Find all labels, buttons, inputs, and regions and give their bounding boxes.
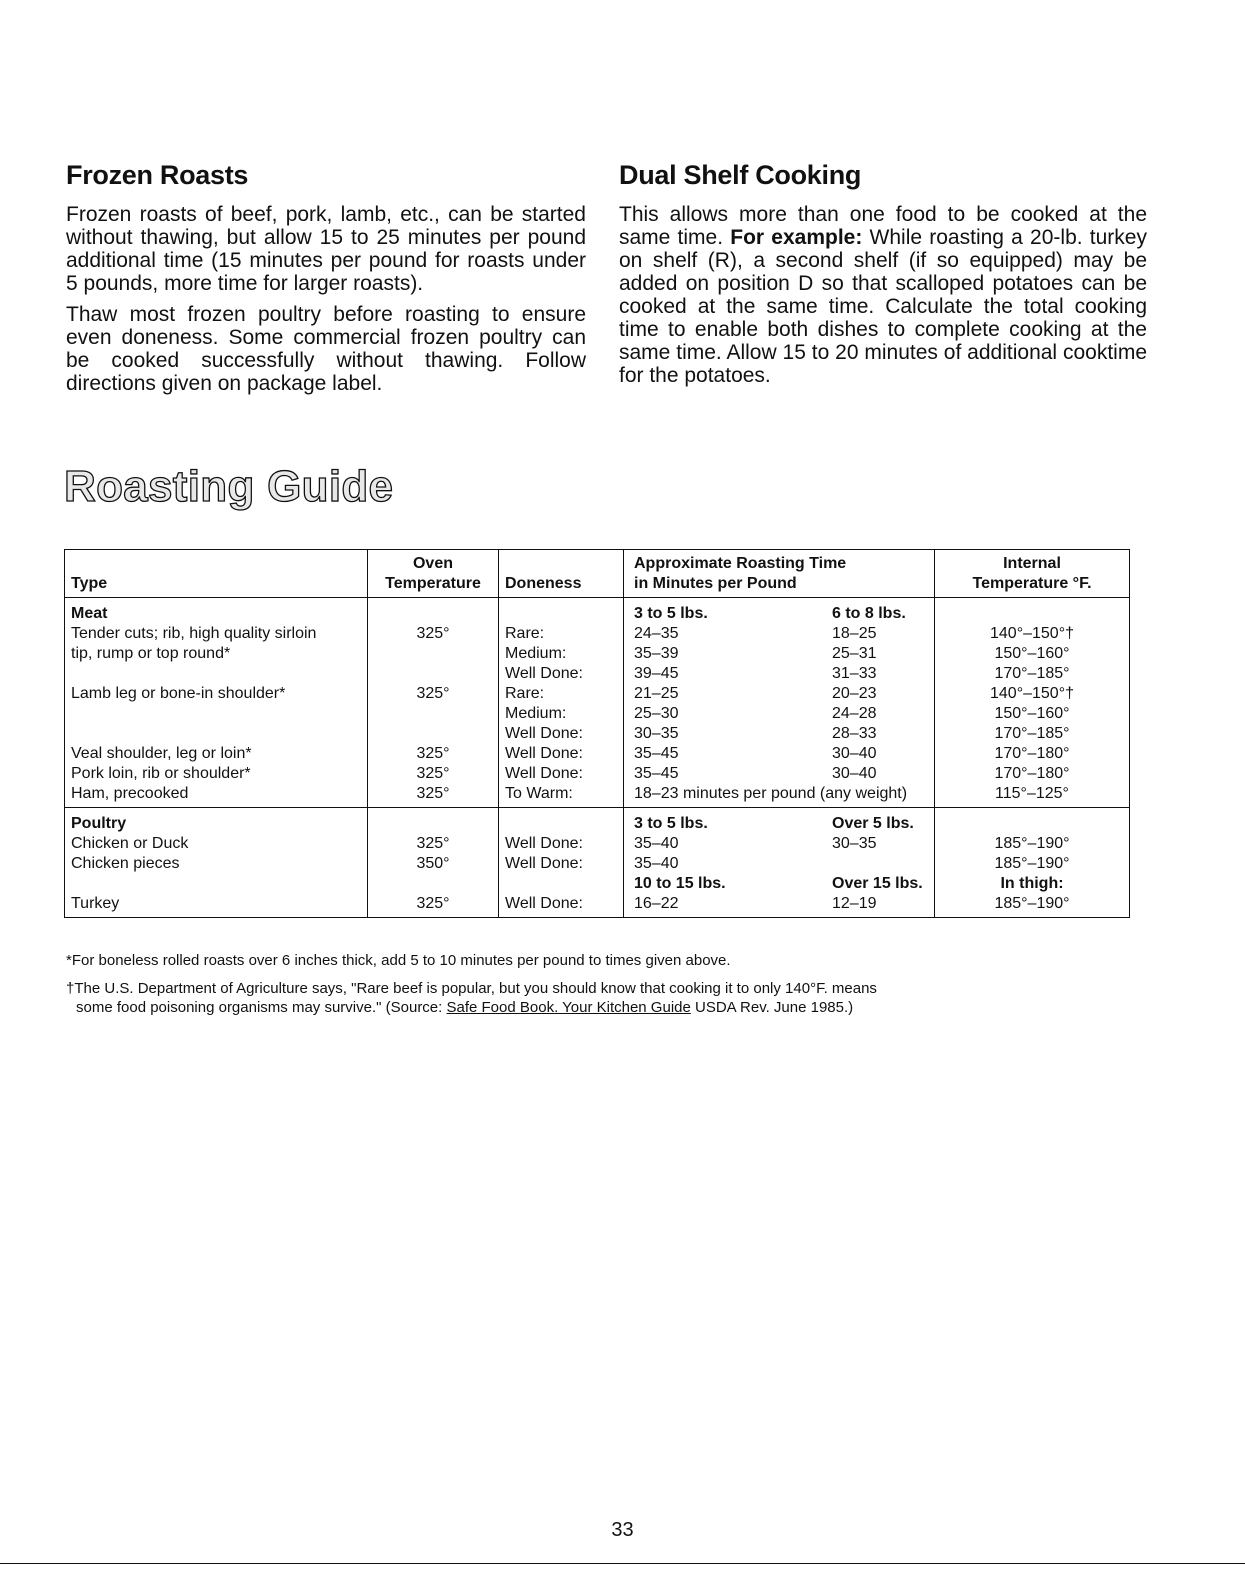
internal-temp-cell: 140°–150°† (935, 684, 1130, 704)
frozen-roasts-heading: Frozen Roasts (66, 160, 249, 190)
doneness-cell: Well Done: (499, 744, 624, 764)
table-row (65, 874, 1130, 894)
doneness-cell: Medium: (499, 704, 624, 724)
poultry-title: Poultry (65, 808, 368, 835)
meat-weight-headings: 3 to 5 lbs. 6 to 8 lbs. (624, 598, 935, 625)
doneness-cell: Medium: (499, 644, 624, 664)
type-cell: Turkey (65, 894, 368, 918)
oven-temp-cell (368, 724, 499, 744)
table-row (65, 598, 1130, 625)
table-row (65, 744, 1130, 764)
footnotes (66, 951, 1136, 1026)
oven-temp-cell: 325° (368, 784, 499, 808)
header-roasting-time: Approximate Roasting Time in Minutes per Pound (624, 550, 935, 598)
roasting-guide-title: Roasting Guide (64, 462, 394, 511)
footnote-usda: †The U.S. Department of Agriculture says, "Rare beef is popular, but you should know that cooking it to only 140°F. means some food poisoning organisms may survive." (Source: Safe Food Book. Your Kitchen Guide USDA Rev. June 1985.) (66, 980, 877, 1016)
internal-temp-cell: 115°–125° (935, 784, 1130, 808)
dual-shelf-example-label: For example: (730, 226, 863, 249)
table-row (65, 764, 1130, 784)
oven-temp-cell (368, 874, 499, 894)
roasting-time-cell: 30–35 28–33 (624, 724, 935, 744)
table-row (65, 894, 1130, 918)
oven-temp-cell (368, 664, 499, 684)
oven-temp-cell: 325° (368, 834, 499, 854)
poultry-section (65, 808, 1130, 918)
roasting-time-cell: 25–30 24–28 (624, 704, 935, 724)
internal-temp-cell: 170°–180° (935, 764, 1130, 784)
internal-temp-cell: 140°–150°† (935, 624, 1130, 644)
type-cell (65, 874, 368, 894)
internal-temp-cell: 185°–190° (935, 854, 1130, 874)
internal-temp-cell: In thigh: (935, 874, 1130, 894)
oven-temp-cell (368, 644, 499, 664)
oven-temp-cell: 350° (368, 854, 499, 874)
internal-temp-cell: 170°–185° (935, 664, 1130, 684)
header-doneness: Doneness (499, 550, 624, 598)
header-internal-temperature: Internal Temperature °F. (935, 550, 1130, 598)
doneness-cell: To Warm: (499, 784, 624, 808)
doneness-cell: Well Done: (499, 664, 624, 684)
frozen-roasts-paragraph-1: Frozen roasts of beef, pork, lamb, etc., can be started without thawing, but allow 15 to 25 minutes per pound additional time (15 minutes per pound for roasts under 5 pounds, more time for larger roasts). (66, 203, 586, 295)
roasting-time-cell: 35–40 (624, 854, 935, 874)
roasting-time-cell: 35–39 25–31 (624, 644, 935, 664)
internal-temp-cell: 170°–180° (935, 744, 1130, 764)
frozen-roasts-section (66, 160, 586, 403)
table-row (65, 724, 1130, 744)
type-cell: Pork loin, rib or shoulder* (65, 764, 368, 784)
header-type: Type (65, 550, 368, 598)
type-cell: Chicken pieces (65, 854, 368, 874)
doneness-cell: Rare: (499, 684, 624, 704)
internal-temp-cell: 185°–190° (935, 834, 1130, 854)
internal-temp-cell: 150°–160° (935, 704, 1130, 724)
roasting-time-cell: 35–45 30–40 (624, 764, 935, 784)
table-row (65, 644, 1130, 664)
doneness-cell: Well Done: (499, 834, 624, 854)
table-row (65, 854, 1130, 874)
roasting-time-cell: 10 to 15 lbs. Over 15 lbs. (624, 874, 935, 894)
oven-temp-cell: 325° (368, 744, 499, 764)
oven-temp-cell: 325° (368, 894, 499, 918)
type-cell (65, 704, 368, 724)
oven-temp-cell (368, 704, 499, 724)
table-row (65, 834, 1130, 854)
dual-shelf-text-a: This allows more than one food to be cooked at the same time. (619, 203, 1147, 249)
internal-temp-cell: 150°–160° (935, 644, 1130, 664)
roasting-time-cell: 18–23 minutes per pound (any weight) (624, 784, 935, 808)
oven-temp-cell: 325° (368, 764, 499, 784)
table-row (65, 684, 1130, 704)
type-cell (65, 724, 368, 744)
type-cell: tip, rump or top round* (65, 644, 368, 664)
page-number: 33 (611, 1519, 634, 1541)
roasting-guide-table (64, 549, 1130, 918)
doneness-cell: Well Done: (499, 724, 624, 744)
doneness-cell: Rare: (499, 624, 624, 644)
roasting-time-cell: 24–35 18–25 (624, 624, 935, 644)
doneness-cell: Well Done: (499, 894, 624, 918)
dual-shelf-heading: Dual Shelf Cooking (619, 160, 862, 190)
table-row (65, 704, 1130, 724)
roasting-time-cell: 16–22 12–19 (624, 894, 935, 918)
footnote-boneless: *For boneless rolled roasts over 6 inches thick, add 5 to 10 minutes per pound to times given above. (66, 952, 731, 969)
roasting-time-cell: 35–40 30–35 (624, 834, 935, 854)
poultry-weight-headings: 3 to 5 lbs. Over 5 lbs. (624, 808, 935, 835)
meat-section (65, 598, 1130, 808)
frozen-roasts-paragraph-2: Thaw most frozen poultry before roasting to ensure even doneness. Some commercial frozen poultry can be cooked successfully without thawing. Follow directions given on package label. (66, 303, 586, 395)
bottom-divider (0, 1563, 1245, 1564)
dual-shelf-paragraph (619, 203, 1147, 387)
roasting-time-cell: 35–45 30–40 (624, 744, 935, 764)
type-cell: Tender cuts; rib, high quality sirloin (65, 624, 368, 644)
table-row (65, 624, 1130, 644)
source-title: Safe Food Book. Your Kitchen Guide (446, 999, 691, 1016)
type-cell: Ham, precooked (65, 784, 368, 808)
internal-temp-cell: 170°–185° (935, 724, 1130, 744)
internal-temp-cell: 185°–190° (935, 894, 1130, 918)
roasting-time-cell: 21–25 20–23 (624, 684, 935, 704)
table-row (65, 664, 1130, 684)
table-row (65, 784, 1130, 808)
oven-temp-cell: 325° (368, 624, 499, 644)
table-row (65, 808, 1130, 835)
type-cell: Lamb leg or bone-in shoulder* (65, 684, 368, 704)
table-header-row (65, 550, 1130, 598)
oven-temp-cell: 325° (368, 684, 499, 704)
type-cell (65, 664, 368, 684)
dual-shelf-section (619, 160, 1147, 395)
roasting-time-cell: 39–45 31–33 (624, 664, 935, 684)
doneness-cell (499, 874, 624, 894)
doneness-cell: Well Done: (499, 854, 624, 874)
meat-title: Meat (65, 598, 368, 625)
type-cell: Chicken or Duck (65, 834, 368, 854)
type-cell: Veal shoulder, leg or loin* (65, 744, 368, 764)
doneness-cell: Well Done: (499, 764, 624, 784)
header-oven-temperature: Oven Temperature (368, 550, 499, 598)
dual-shelf-text-b: While roasting a 20-lb. turkey on shelf (R), a second shelf (if so equipped) may be added on position D so that scalloped potatoes can be cooked at the same time. Calculate the total cooking time to enable both dishes to complete cooking at the same time. Allow 15 to 20 minutes of additional cooktime for the potatoes. (619, 226, 1147, 387)
